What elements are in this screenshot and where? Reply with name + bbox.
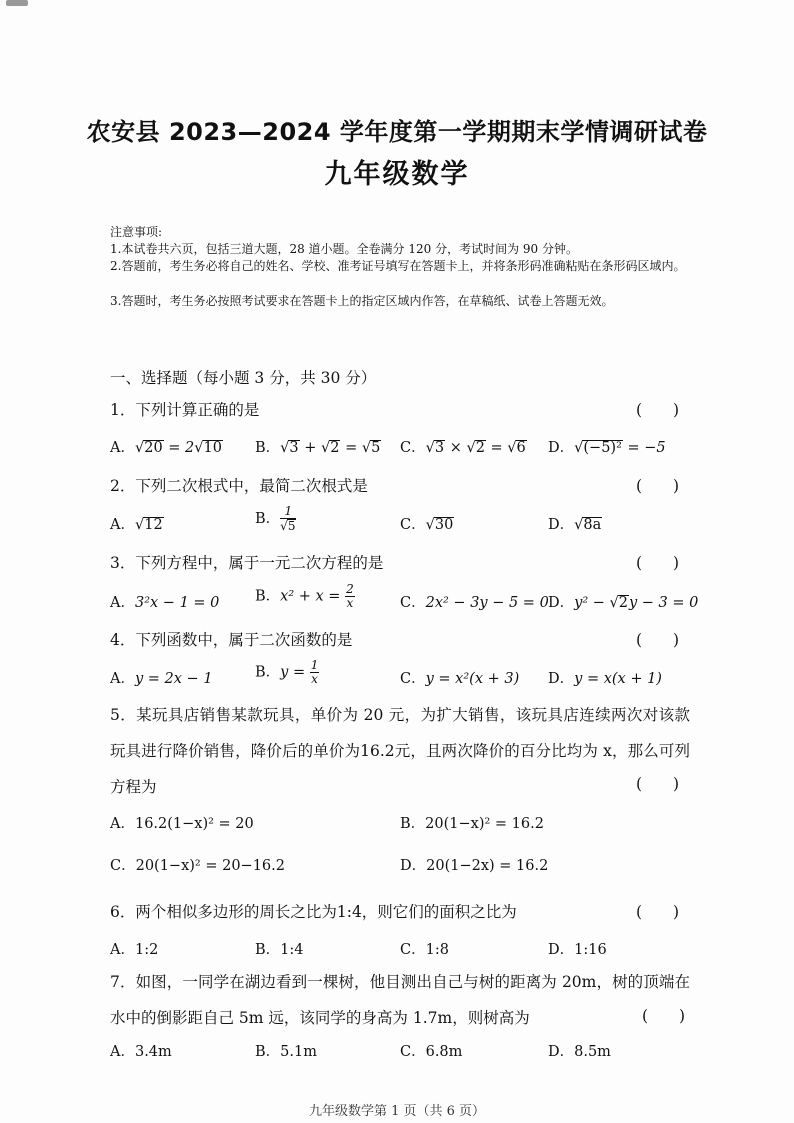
q4-option-b: B．y = $\frac{1}{x}$ bbox=[255, 658, 319, 686]
q3-option-c: C．2x² − 3y − 5 = 0 bbox=[400, 595, 549, 611]
question-3: 3．下列方程中，属于一元二次方程的是 bbox=[110, 554, 384, 572]
answer-paren-4: ( ) bbox=[636, 631, 680, 649]
notice-heading: 注意事项: bbox=[110, 225, 163, 239]
question-7: 7．如图，一同学在湖边看到一棵树，他目测出自己与树的距离为 20m，树的顶端在水中的倒影距自己 5m 远，该同学的身高为 1.7m，则树高为 bbox=[110, 973, 690, 1027]
question-1: 1．下列计算正确的是 bbox=[110, 401, 260, 419]
question-6: 6．两个相似多边形的周长之比为1:4，则它们的面积之比为 bbox=[110, 903, 517, 921]
q3-option-a: A．3²x − 1 = 0 bbox=[110, 595, 220, 611]
answer-paren-1: ( ) bbox=[636, 401, 680, 419]
exam-title: 农安县 2023—2024 学年度第一学期期末学情调研试卷 bbox=[86, 118, 708, 146]
notice-line-2: 2.答题前，考生务必将自己的姓名、学校、准考证号填写在答题卡上，并将条形码准确粘贴在条形码区域内。 bbox=[110, 259, 686, 273]
q4-option-c: C．y = x²(x + 3) bbox=[400, 671, 520, 687]
answer-paren-2: ( ) bbox=[636, 477, 680, 495]
q5-option-d: D．20(1−2x) = 16.2 bbox=[400, 858, 549, 874]
q6-option-d: D．1:16 bbox=[548, 942, 607, 958]
q1-option-c: C．√3 × √2 = √6 bbox=[400, 440, 526, 456]
answer-paren-3: ( ) bbox=[636, 554, 680, 572]
question-4: 4．下列函数中，属于二次函数的是 bbox=[110, 631, 353, 649]
q2-option-b: B． $\frac{1}{√5}$ bbox=[255, 504, 296, 533]
section-heading: 一、选择题（每小题 3 分，共 30 分） bbox=[110, 369, 377, 387]
q6-option-c: C．1:8 bbox=[400, 942, 449, 958]
answer-paren-5: ( ) bbox=[636, 775, 680, 793]
q4-option-a: A．y = 2x − 1 bbox=[110, 671, 213, 687]
q7-option-a: A．3.4m bbox=[110, 1044, 172, 1060]
q5-option-b: B．20(1−x)² = 16.2 bbox=[400, 816, 544, 832]
q7-option-c: C．6.8m bbox=[400, 1044, 463, 1060]
q2-option-a: A．√12 bbox=[110, 517, 163, 533]
q3-option-b: B．x² + x = $\frac{2}{x}$ bbox=[255, 582, 354, 610]
q1-option-b: B．√3 + √2 = √5 bbox=[255, 440, 381, 456]
q1-option-d: D．√(−5)² = −5 bbox=[548, 440, 666, 456]
notice-line-3: 3.答题时，考生务必按照考试要求在答题卡上的指定区域内作答，在草稿纸、试卷上答题无效。 bbox=[110, 294, 614, 308]
q3-option-d: D．y² − √2y − 3 = 0 bbox=[548, 595, 699, 611]
q1-option-a: A．√20 = 2√10 bbox=[110, 440, 222, 456]
question-2: 2．下列二次根式中，最简二次根式是 bbox=[110, 477, 368, 495]
answer-paren-6: ( ) bbox=[636, 903, 680, 921]
notice-line-1: 1.本试卷共六页，包括三道大题，28 道小题。全卷满分 120 分，考试时间为 90 分钟。 bbox=[110, 242, 578, 256]
q7-option-d: D．8.5m bbox=[548, 1044, 611, 1060]
q4-option-d: D．y = x(x + 1) bbox=[548, 671, 662, 687]
q5-option-c: C．20(1−x)² = 20−16.2 bbox=[110, 858, 285, 874]
q6-option-a: A．1:2 bbox=[110, 942, 159, 958]
q2-option-c: C．√30 bbox=[400, 517, 454, 533]
page-footer: 九年级数学第 1 页（共 6 页） bbox=[308, 1104, 486, 1119]
answer-paren-7: ( ) bbox=[642, 1007, 686, 1025]
q7-option-b: B．5.1m bbox=[255, 1044, 317, 1060]
q6-option-b: B．1:4 bbox=[255, 942, 304, 958]
exam-subtitle: 九年级数学 bbox=[324, 159, 470, 190]
q5-option-a: A．16.2(1−x)² = 20 bbox=[110, 816, 254, 832]
q2-option-d: D．√8a bbox=[548, 517, 602, 533]
question-5: 5．某玩具店销售某款玩具，单价为 20 元，为扩大销售，该玩具店连续两次对该款玩具进行降价销售，降价后的单价为16.2元，且两次降价的百分比均为 x，那么可列方程为 bbox=[110, 706, 690, 796]
scan-mark bbox=[6, 0, 28, 6]
